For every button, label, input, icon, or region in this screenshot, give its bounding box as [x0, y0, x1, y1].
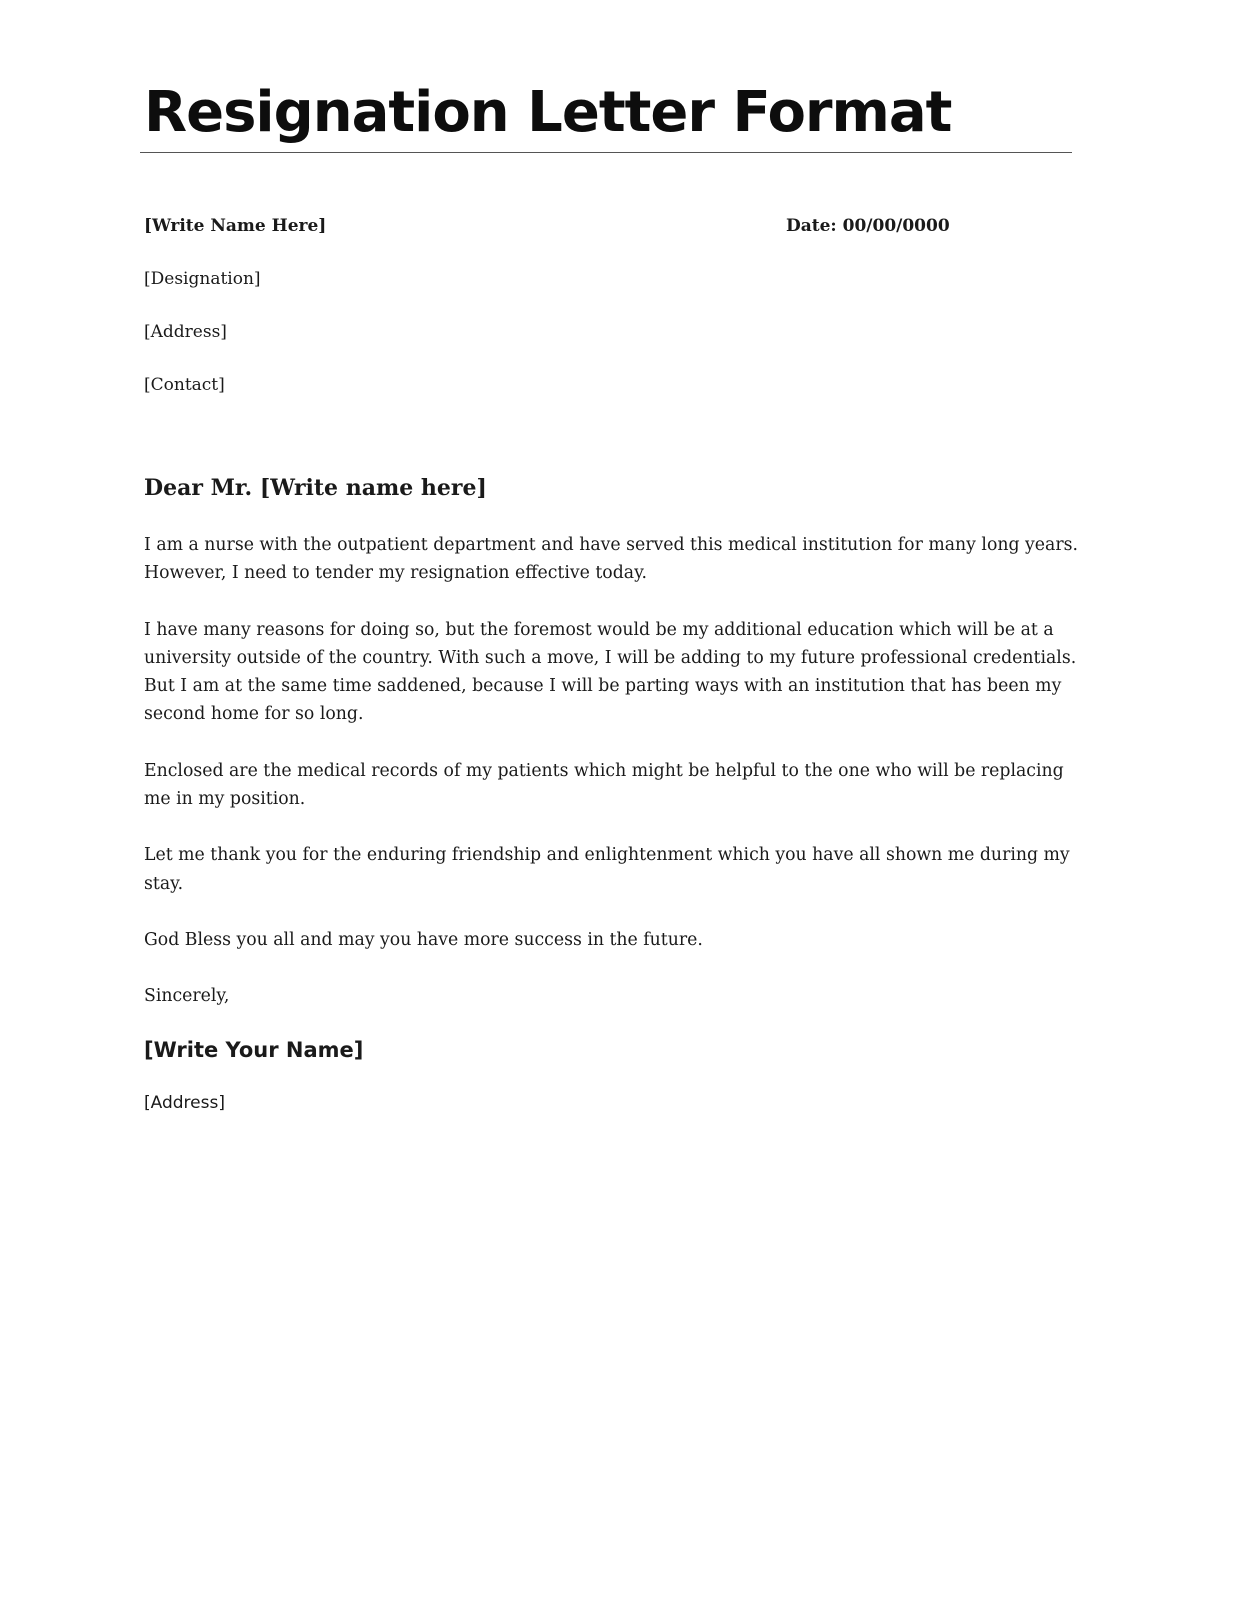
- sender-contact: [Contact]: [144, 375, 225, 395]
- body-paragraph: I am a nurse with the outpatient department and have served this medical institution for many long years. However, I need to tender my resignation effective today.: [144, 535, 1078, 584]
- signature-name: [Write Your Name]: [144, 1038, 364, 1062]
- document-title: Resignation Letter Format: [144, 80, 952, 145]
- sender-name: [Write Name Here]: [144, 216, 327, 236]
- salutation: Dear Mr. [Write name here]: [144, 475, 487, 501]
- body-paragraph: Let me thank you for the enduring friendship and enlightenment which you have all shown me during my stay.: [144, 845, 1070, 894]
- body-paragraph: Enclosed are the medical records of my patients which might be helpful to the one who will be replacing me in my position.: [144, 760, 1064, 810]
- signature-address: [Address]: [144, 1093, 225, 1113]
- body-paragraph: God Bless you all and may you have more success in the future.: [144, 929, 703, 950]
- body-paragraph: I have many reasons for doing so, but the foremost would be my additional education which will be at a university outside of the country. With such a move, I will be adding to my future professional credentials. But I am at the same time saddened, because I will be parting ways with an institution that has been my second home for so long.: [144, 619, 1077, 725]
- title-divider: [140, 152, 1072, 153]
- closing: Sincerely,: [144, 986, 230, 1007]
- letter-date: Date: 00/00/0000: [786, 216, 950, 236]
- sender-address: [Address]: [144, 322, 227, 342]
- sender-designation: [Designation]: [144, 269, 261, 289]
- letter-body: [144, 531, 1084, 1039]
